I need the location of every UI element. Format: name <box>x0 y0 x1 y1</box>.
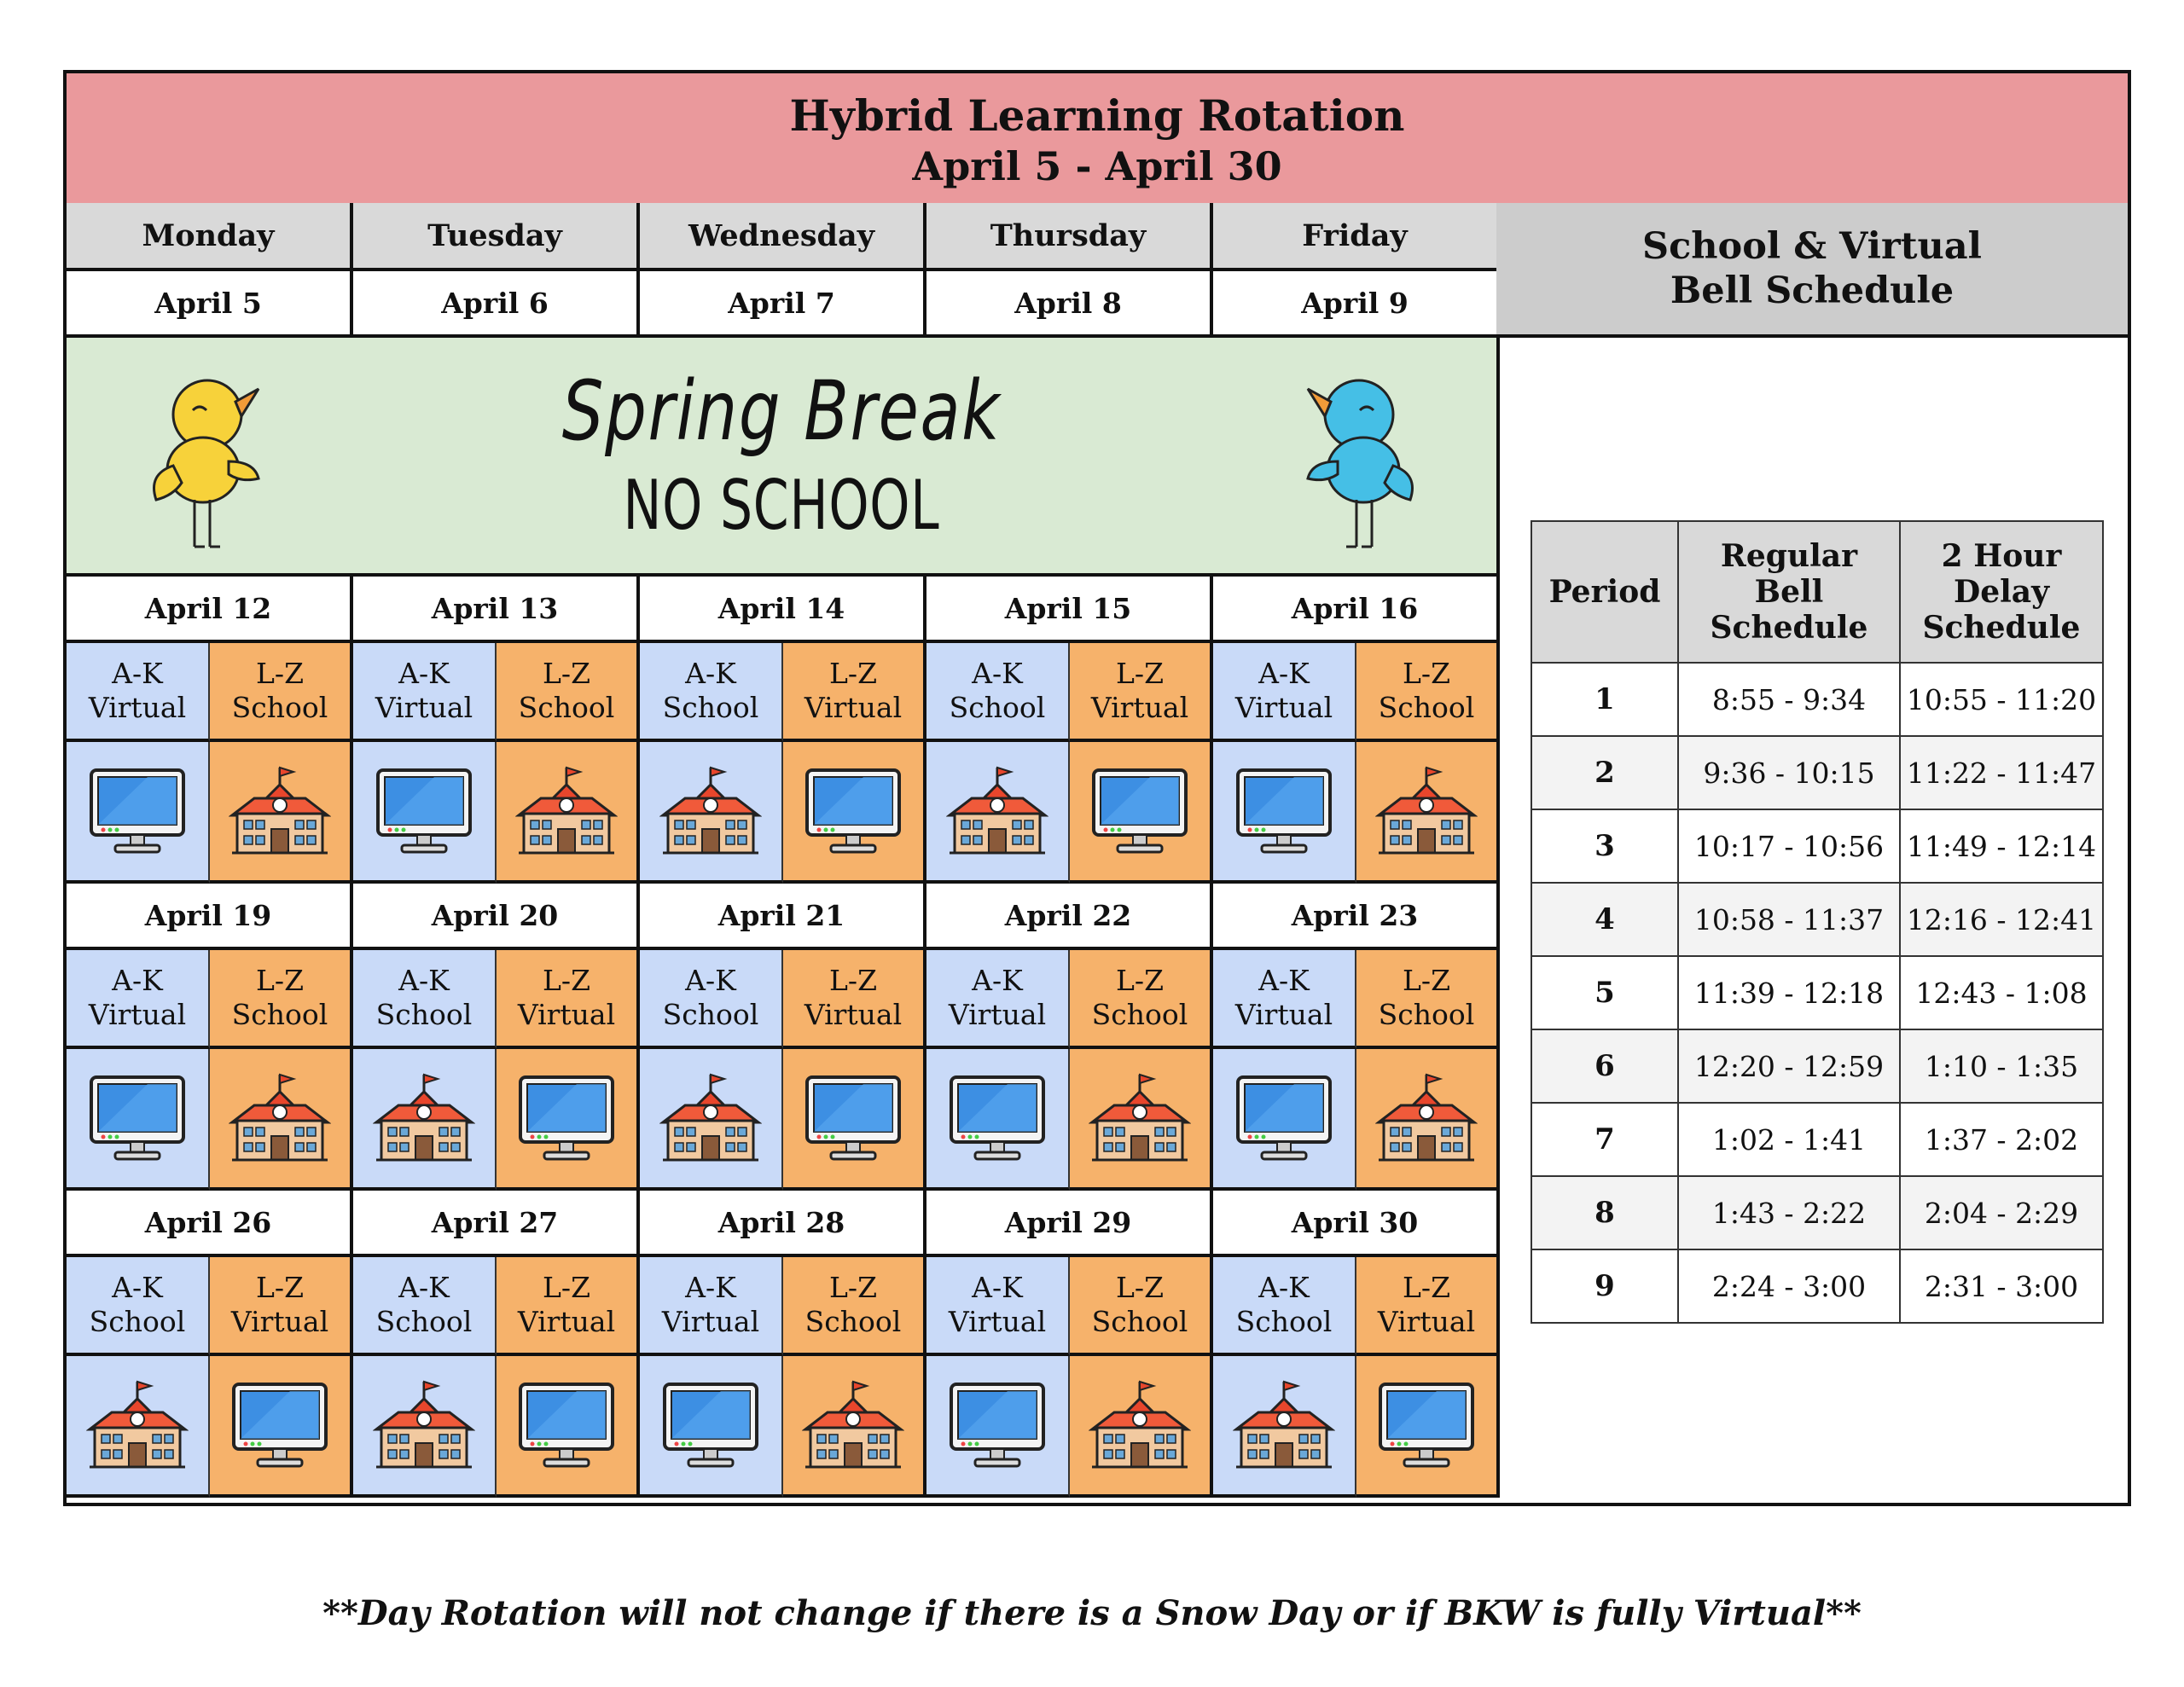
period-number: 2 <box>1531 736 1678 809</box>
group-letters: A-K <box>398 1271 450 1304</box>
group-letters: L-Z <box>829 657 877 690</box>
group-letters: L-Z <box>829 964 877 997</box>
date-cell: April 19 <box>67 884 353 950</box>
weekday-header-wednesday: Wednesday <box>640 203 926 271</box>
school-building-icon <box>1356 742 1500 884</box>
school-building-icon <box>353 1356 497 1498</box>
group-mode: School <box>375 998 473 1031</box>
weekday-header-thursday: Thursday <box>926 203 1213 271</box>
delay-time: 12:16 - 12:41 <box>1900 883 2103 956</box>
group-mode: Virtual <box>661 1305 760 1338</box>
date-cell: April 8 <box>926 271 1213 338</box>
ak-group-label <box>67 1257 210 1356</box>
delay-column-header: 2 Hour Delay Schedule <box>1900 521 2103 663</box>
date-cell: April 16 <box>1213 577 1500 643</box>
regular-time: 1:43 - 2:22 <box>1678 1176 1900 1249</box>
lz-group-label <box>210 643 353 742</box>
date-cell: April 27 <box>353 1191 640 1257</box>
delay-time: 12:43 - 1:08 <box>1900 956 2103 1029</box>
date-cell: April 14 <box>640 577 926 643</box>
weekday-header-monday: Monday <box>67 203 353 271</box>
ak-group-label <box>1213 950 1356 1049</box>
school-building-icon <box>210 1049 353 1191</box>
ak-group-label <box>67 643 210 742</box>
group-letters: A-K <box>685 1271 736 1304</box>
week-label-row <box>67 950 1500 1049</box>
lz-group-label <box>1070 950 1213 1049</box>
group-letters: L-Z <box>1403 964 1450 997</box>
weekday-header-tuesday: Tuesday <box>353 203 640 271</box>
week-icon-row <box>67 742 1500 884</box>
computer-monitor-icon <box>67 1049 210 1191</box>
period-number: 5 <box>1531 956 1678 1029</box>
delay-time: 1:37 - 2:02 <box>1900 1103 2103 1176</box>
lz-group-label <box>210 950 353 1049</box>
period-number: 3 <box>1531 809 1678 883</box>
lz-group-label <box>783 950 926 1049</box>
bell-row <box>1531 736 2103 809</box>
delay-time: 1:10 - 1:35 <box>1900 1029 2103 1103</box>
regular-time: 10:17 - 10:56 <box>1678 809 1900 883</box>
week-date-row <box>67 884 1500 950</box>
group-letters: A-K <box>1258 657 1310 690</box>
lz-group-label <box>783 1257 926 1356</box>
weekday-header-friday: Friday <box>1213 203 1500 271</box>
regular-time: 9:36 - 10:15 <box>1678 736 1900 809</box>
lz-group-label <box>1356 950 1500 1049</box>
date-cell: April 26 <box>67 1191 353 1257</box>
group-mode: Virtual <box>948 1305 1047 1338</box>
group-mode: School <box>949 691 1046 724</box>
ak-group-label <box>353 950 497 1049</box>
delay-time: 2:31 - 3:00 <box>1900 1249 2103 1323</box>
weekday-header-row <box>67 203 1500 271</box>
bell-row <box>1531 1103 2103 1176</box>
group-mode: School <box>231 998 328 1031</box>
group-mode: Virtual <box>517 1305 616 1338</box>
calendar-grid <box>67 203 1500 1498</box>
computer-monitor-icon <box>640 1356 783 1498</box>
group-letters: L-Z <box>543 657 590 690</box>
delay-time: 10:55 - 11:20 <box>1900 663 2103 736</box>
lz-group-label <box>497 1257 640 1356</box>
group-letters: L-Z <box>1403 657 1450 690</box>
date-cell: April 30 <box>1213 1191 1500 1257</box>
ak-group-label <box>67 950 210 1049</box>
computer-monitor-icon <box>497 1356 640 1498</box>
week-label-row <box>67 1257 1500 1356</box>
computer-monitor-icon <box>1213 1049 1356 1191</box>
group-letters: A-K <box>972 657 1023 690</box>
regular-time: 11:39 - 12:18 <box>1678 956 1900 1029</box>
page-subtitle: April 5 - April 30 <box>912 143 1282 189</box>
period-number: 9 <box>1531 1249 1678 1323</box>
period-number: 7 <box>1531 1103 1678 1176</box>
group-mode: School <box>231 691 328 724</box>
lz-group-label <box>1356 1257 1500 1356</box>
school-building-icon <box>353 1049 497 1191</box>
school-building-icon <box>210 742 353 884</box>
bell-row <box>1531 956 2103 1029</box>
bell-row <box>1531 663 2103 736</box>
delay-time: 11:49 - 12:14 <box>1900 809 2103 883</box>
period-number: 4 <box>1531 883 1678 956</box>
rotation-frame <box>63 70 2131 1506</box>
lz-group-label <box>1356 643 1500 742</box>
delay-time: 11:22 - 11:47 <box>1900 736 2103 809</box>
group-mode: Virtual <box>230 1305 329 1338</box>
lz-group-label <box>1070 643 1213 742</box>
group-letters: A-K <box>112 1271 163 1304</box>
week-date-row <box>67 1191 1500 1257</box>
date-cell: April 28 <box>640 1191 926 1257</box>
title-bar <box>67 73 2128 206</box>
date-cell: April 21 <box>640 884 926 950</box>
school-building-icon <box>1070 1049 1213 1191</box>
date-cell: April 20 <box>353 884 640 950</box>
lz-group-label <box>1070 1257 1213 1356</box>
school-building-icon <box>1356 1049 1500 1191</box>
group-mode: School <box>1378 691 1475 724</box>
spring-break-banner <box>67 338 1500 577</box>
group-mode: School <box>518 691 615 724</box>
group-mode: Virtual <box>1234 998 1333 1031</box>
regular-time: 1:02 - 1:41 <box>1678 1103 1900 1176</box>
group-letters: A-K <box>398 657 450 690</box>
bell-table-header <box>1531 521 2103 663</box>
group-mode: Virtual <box>1090 691 1189 724</box>
computer-monitor-icon <box>353 742 497 884</box>
bell-row <box>1531 883 2103 956</box>
date-cell: April 29 <box>926 1191 1213 1257</box>
ak-group-label <box>640 1257 783 1356</box>
school-building-icon <box>640 742 783 884</box>
group-mode: School <box>662 691 759 724</box>
group-mode: Virtual <box>948 998 1047 1031</box>
regular-time: 8:55 - 9:34 <box>1678 663 1900 736</box>
date-cell: April 23 <box>1213 884 1500 950</box>
bell-schedule-heading <box>1496 203 2128 338</box>
school-building-icon <box>1070 1356 1213 1498</box>
week1-date-row <box>67 271 1500 338</box>
ak-group-label <box>1213 643 1356 742</box>
period-number: 8 <box>1531 1176 1678 1249</box>
ak-group-label <box>926 950 1070 1049</box>
ak-group-label <box>926 643 1070 742</box>
group-mode: Virtual <box>804 691 903 724</box>
school-building-icon <box>497 742 640 884</box>
date-cell: April 7 <box>640 271 926 338</box>
period-number: 1 <box>1531 663 1678 736</box>
lz-group-label <box>210 1257 353 1356</box>
group-mode: School <box>375 1305 473 1338</box>
group-letters: L-Z <box>256 657 304 690</box>
group-mode: Virtual <box>1377 1305 1476 1338</box>
footnote: **Day Rotation will not change if there is a Snow Day or if BKW is fully Virtual** <box>322 1593 1862 1633</box>
date-cell: April 9 <box>1213 271 1500 338</box>
weeks-container <box>67 577 1500 1498</box>
group-mode: Virtual <box>88 998 187 1031</box>
computer-monitor-icon <box>926 1356 1070 1498</box>
bell-row <box>1531 1029 2103 1103</box>
ak-group-label <box>353 1257 497 1356</box>
computer-monitor-icon <box>1356 1356 1500 1498</box>
group-mode: School <box>1091 998 1188 1031</box>
bell-row <box>1531 809 2103 883</box>
computer-monitor-icon <box>926 1049 1070 1191</box>
week-label-row <box>67 643 1500 742</box>
computer-monitor-icon <box>1213 742 1356 884</box>
period-column-header: Period <box>1531 521 1678 663</box>
group-letters: A-K <box>685 964 736 997</box>
group-mode: Virtual <box>517 998 616 1031</box>
date-cell: April 15 <box>926 577 1213 643</box>
group-letters: L-Z <box>1116 1271 1164 1304</box>
group-mode: School <box>1091 1305 1188 1338</box>
regular-time: 12:20 - 12:59 <box>1678 1029 1900 1103</box>
computer-monitor-icon <box>497 1049 640 1191</box>
bell-schedule-table <box>1531 520 2104 1324</box>
group-letters: L-Z <box>256 1271 304 1304</box>
group-mode: Virtual <box>88 691 187 724</box>
bell-heading-line2: Bell Schedule <box>1670 270 1955 312</box>
date-cell: April 22 <box>926 884 1213 950</box>
group-letters: A-K <box>112 657 163 690</box>
group-letters: A-K <box>972 964 1023 997</box>
group-letters: A-K <box>1258 1271 1310 1304</box>
group-mode: Virtual <box>804 998 903 1031</box>
group-mode: School <box>89 1305 186 1338</box>
school-building-icon <box>926 742 1070 884</box>
computer-monitor-icon <box>783 1049 926 1191</box>
group-letters: A-K <box>112 964 163 997</box>
school-building-icon <box>67 1356 210 1498</box>
lz-group-label <box>783 643 926 742</box>
school-building-icon <box>1213 1356 1356 1498</box>
group-letters: L-Z <box>543 1271 590 1304</box>
group-mode: School <box>1378 998 1475 1031</box>
page-title: Hybrid Learning Rotation <box>789 90 1405 141</box>
week-icon-row <box>67 1356 1500 1498</box>
bell-heading-line1: School & Virtual <box>1642 225 1982 268</box>
group-letters: A-K <box>972 1271 1023 1304</box>
group-letters: L-Z <box>1116 964 1164 997</box>
regular-time: 2:24 - 3:00 <box>1678 1249 1900 1323</box>
group-letters: L-Z <box>543 964 590 997</box>
ak-group-label <box>640 643 783 742</box>
ak-group-label <box>1213 1257 1356 1356</box>
lz-group-label <box>497 643 640 742</box>
group-letters: L-Z <box>1116 657 1164 690</box>
group-mode: School <box>662 998 759 1031</box>
delay-time: 2:04 - 2:29 <box>1900 1176 2103 1249</box>
group-letters: A-K <box>1258 964 1310 997</box>
bell-row <box>1531 1176 2103 1249</box>
group-letters: A-K <box>685 657 736 690</box>
computer-monitor-icon <box>783 742 926 884</box>
group-letters: L-Z <box>829 1271 877 1304</box>
period-number: 6 <box>1531 1029 1678 1103</box>
regular-time: 10:58 - 11:37 <box>1678 883 1900 956</box>
ak-group-label <box>353 643 497 742</box>
group-letters: A-K <box>398 964 450 997</box>
school-building-icon <box>640 1049 783 1191</box>
group-letters: L-Z <box>1403 1271 1450 1304</box>
no-school-label: NO SCHOOL <box>623 466 940 545</box>
week-icon-row <box>67 1049 1500 1191</box>
week-date-row <box>67 577 1500 643</box>
regular-column-header: Regular Bell Schedule <box>1678 521 1900 663</box>
date-cell: April 13 <box>353 577 640 643</box>
school-building-icon <box>783 1356 926 1498</box>
ak-group-label <box>926 1257 1070 1356</box>
date-cell: April 5 <box>67 271 353 338</box>
computer-monitor-icon <box>210 1356 353 1498</box>
blue-bird-icon <box>1295 363 1423 551</box>
group-mode: School <box>1235 1305 1333 1338</box>
spring-break-title: Spring Break <box>561 363 1002 459</box>
group-mode: School <box>804 1305 902 1338</box>
group-mode: Virtual <box>1234 691 1333 724</box>
bell-row <box>1531 1249 2103 1323</box>
computer-monitor-icon <box>67 742 210 884</box>
date-cell: April 12 <box>67 577 353 643</box>
group-letters: L-Z <box>256 964 304 997</box>
group-mode: Virtual <box>375 691 473 724</box>
computer-monitor-icon <box>1070 742 1213 884</box>
ak-group-label <box>640 950 783 1049</box>
date-cell: April 6 <box>353 271 640 338</box>
lz-group-label <box>497 950 640 1049</box>
